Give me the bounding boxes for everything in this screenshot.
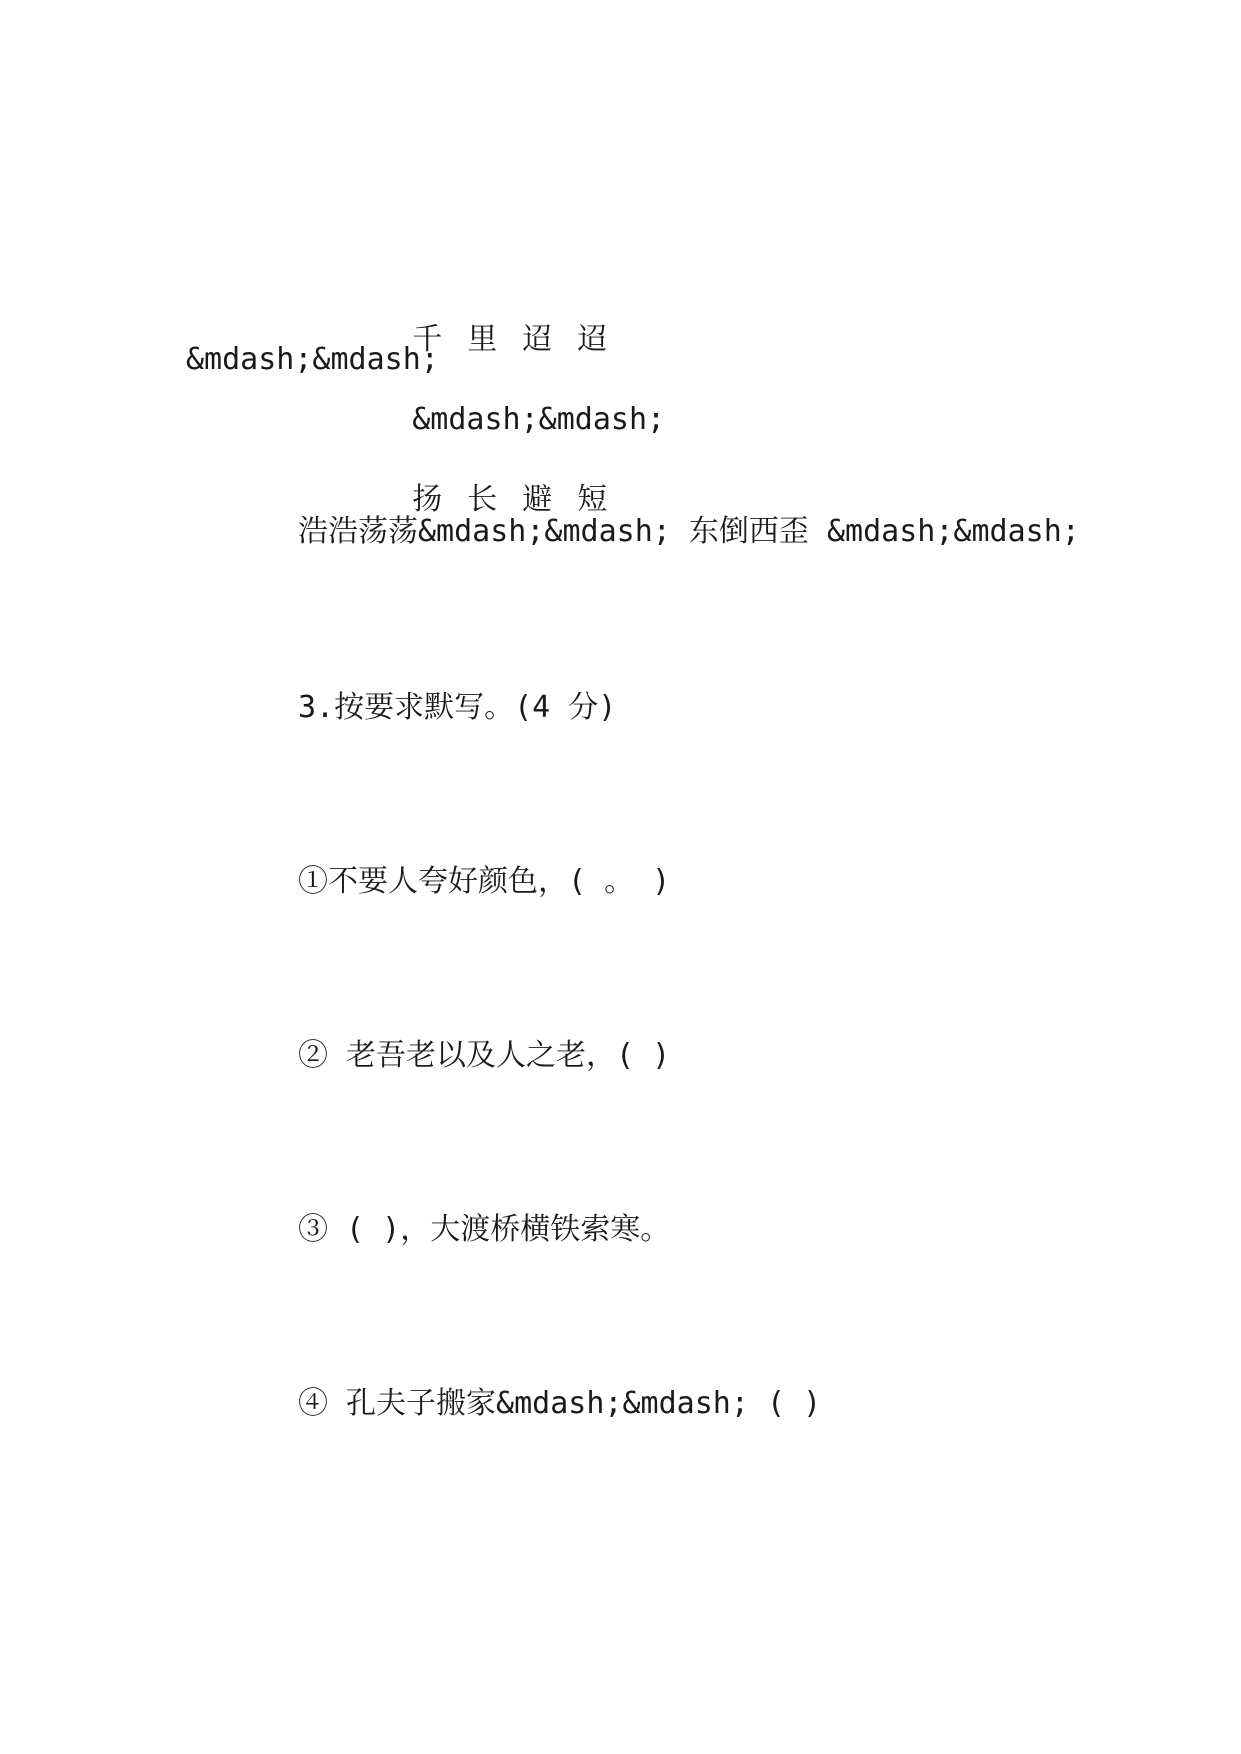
dash-entity-text: &mdash;&mdash;	[412, 402, 666, 437]
question-3-heading: 3.按要求默写。(4 分)	[298, 690, 617, 725]
recitation-item-3: ③ ( )，大渡桥横铁索寒。	[298, 1212, 671, 1247]
recitation-item-1: ①不要人夸好颜色，( 。 )	[298, 864, 671, 899]
idiom-line-2: 浩浩荡荡&mdash;&mdash; 东倒西歪 &mdash;&mdash;	[298, 514, 1080, 549]
idiom-line-1-continuation: &mdash;&mdash;	[186, 342, 439, 377]
idiom-yangchang-bimduan: 扬长避短	[412, 482, 633, 517]
recitation-item-2: ② 老吾老以及人之老，( )	[298, 1038, 671, 1073]
idiom-qianli-tiaotiao: 千里迢迢	[412, 322, 633, 357]
recitation-item-4: ④ 孔夫子搬家&mdash;&mdash; ( )	[298, 1386, 822, 1421]
